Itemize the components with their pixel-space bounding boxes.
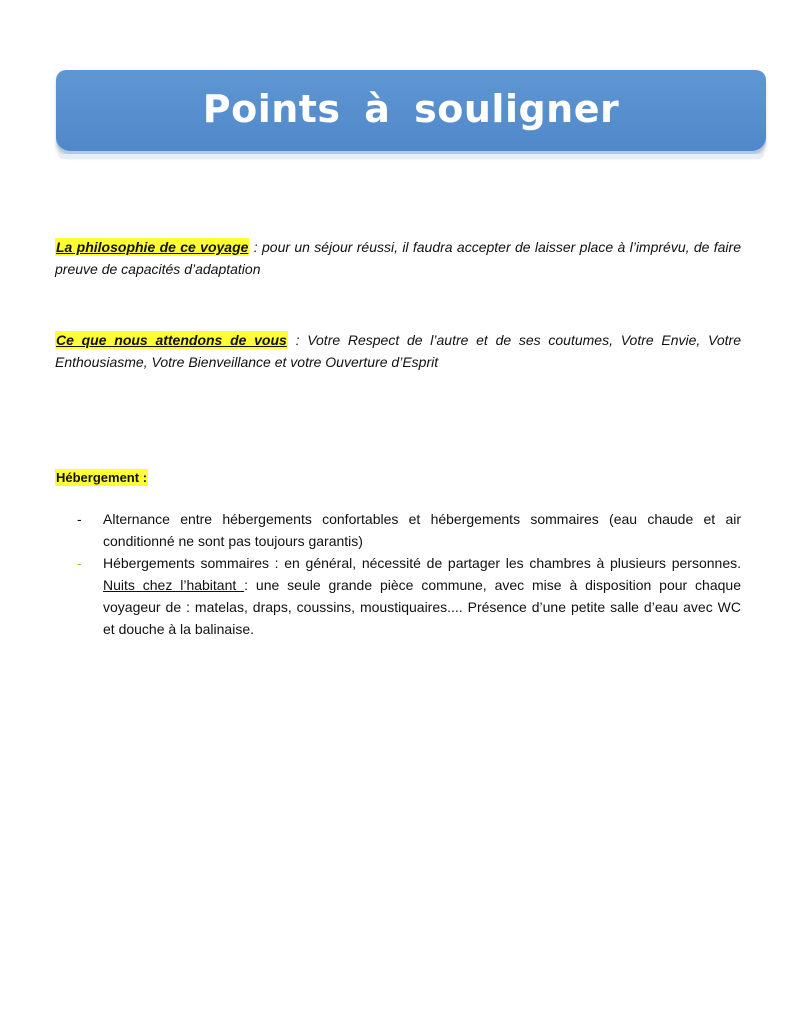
attentes-label: Ce que nous attendons de vous [56, 332, 287, 348]
title-banner [56, 70, 766, 154]
philosophie-label: La philosophie de ce voyage [56, 239, 249, 255]
list-item [55, 508, 741, 552]
hebergement-heading-label: Hébergement : [56, 470, 148, 485]
philosophie-text: : pour un séjour réussi, il faudra accepter de laisser place à l’imprévu, de faire preuve de capacités d’adaptation [55, 239, 741, 277]
list-item-text: Hébergements sommaires : en général, nécessité de partager les chambres à plusieurs personnes. [103, 555, 741, 571]
dash-bullet: - [77, 555, 82, 571]
list-item-text-after: : une seule grande pièce commune, avec mise à disposition pour chaque voyageur de : matelas, draps, coussins, moustiquaires.... Présence d’une petite salle d’eau avec WC et douche à la balinaise. [103, 577, 741, 637]
attentes-paragraph [55, 329, 741, 373]
nuits-habitant-label: Nuits chez l’habitant [103, 577, 245, 593]
list-item [55, 552, 741, 640]
list-item-text: Alternance entre hébergements confortables et hébergements sommaires (eau chaude et air conditionné ne sont pas toujours garantis) [103, 511, 741, 549]
attentes-text: : Votre Respect de l’autre et de ses coutumes, Votre Envie, Votre Enthousiasme, Votre Bienveillance et votre Ouverture d’Esprit [55, 332, 741, 370]
page-title: Points à souligner [202, 87, 620, 131]
philosophie-paragraph [55, 236, 741, 280]
dash-bullet: - [77, 511, 82, 527]
hebergement-list [55, 508, 741, 640]
hebergement-heading [55, 470, 148, 485]
